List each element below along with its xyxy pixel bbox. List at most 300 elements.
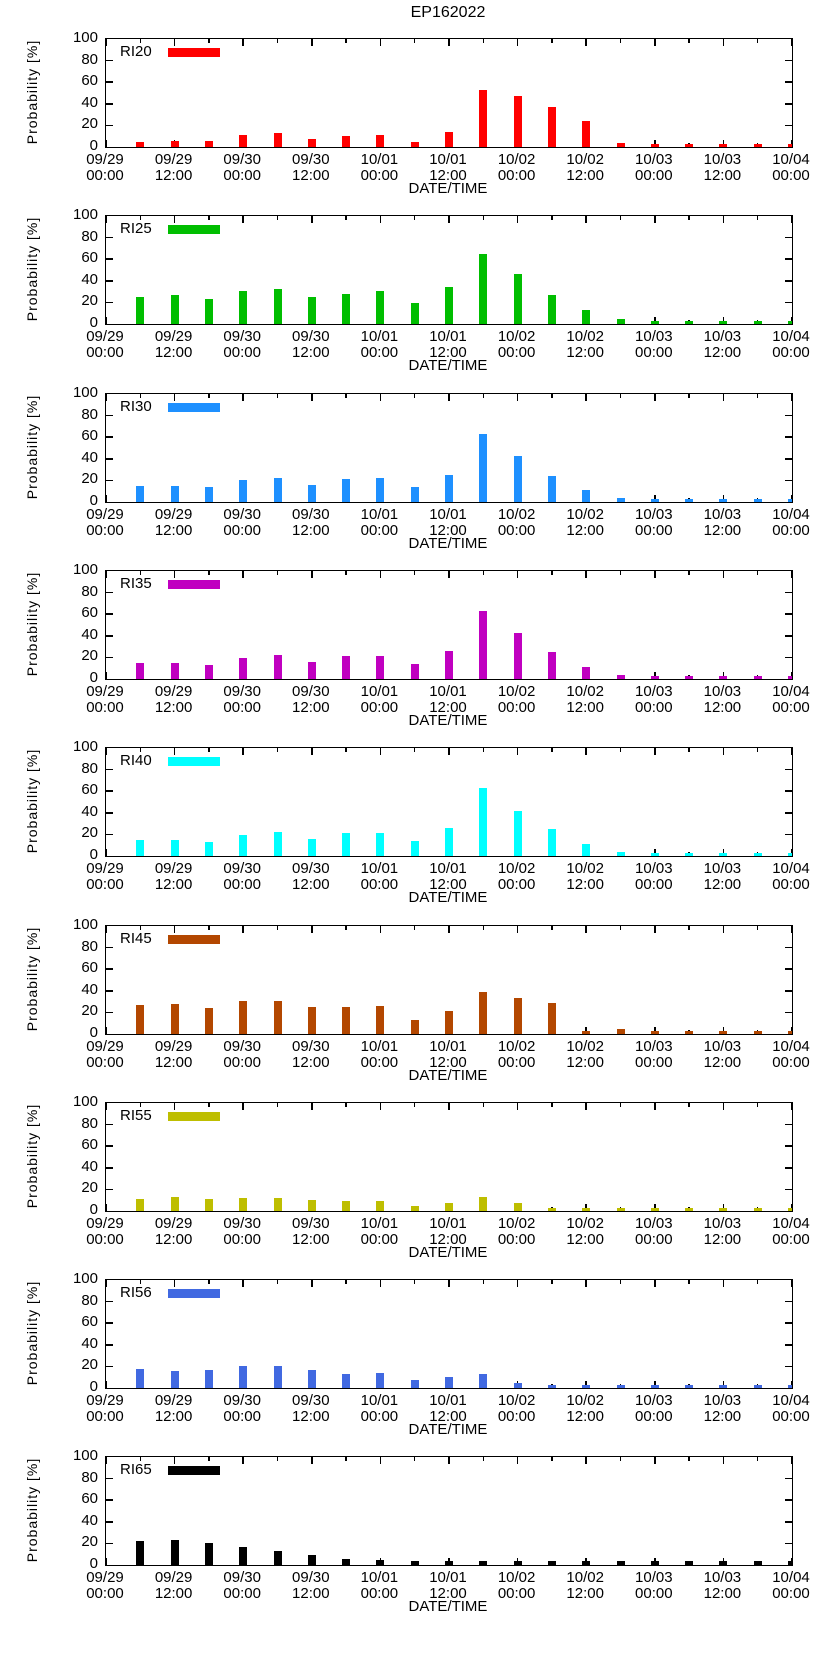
x-tick-time: 00:00 xyxy=(223,522,261,539)
x-tick-date: 10/02 xyxy=(497,860,536,877)
x-tick-mark xyxy=(242,39,244,46)
y-tick-label: 100 xyxy=(72,916,98,933)
x-tick-time: 00:00 xyxy=(86,1585,124,1602)
bar xyxy=(308,297,316,324)
x-tick-time: 12:00 xyxy=(429,1231,467,1248)
x-tick-date: 09/30 xyxy=(223,506,261,523)
x-tick-time: 00:00 xyxy=(635,1408,673,1425)
x-tick-label xyxy=(619,684,689,716)
y-tick-mark xyxy=(785,1301,792,1303)
x-tick-label xyxy=(482,684,552,716)
y-tick-label: 0 xyxy=(89,137,98,154)
x-tick-mark xyxy=(688,216,690,220)
x-tick-mark xyxy=(105,216,107,223)
y-tick-mark xyxy=(785,1543,792,1545)
x-tick-label xyxy=(619,1393,689,1425)
x-tick-mark xyxy=(688,1280,690,1284)
y-tick-label: 40 xyxy=(81,625,98,643)
bar xyxy=(788,1561,793,1565)
x-tick-mark xyxy=(380,1457,382,1464)
x-tick-time: 00:00 xyxy=(772,1231,810,1248)
bar xyxy=(514,633,522,679)
x-tick-date: 09/30 xyxy=(292,1392,330,1409)
x-tick-mark xyxy=(208,1280,210,1284)
bar xyxy=(788,144,793,147)
x-tick-time: 12:00 xyxy=(703,1408,742,1425)
x-tick-mark xyxy=(448,926,450,933)
y-tick-label: 40 xyxy=(81,448,98,466)
bar xyxy=(548,1561,556,1565)
x-tick-label xyxy=(70,861,140,893)
y-tick-mark xyxy=(106,302,113,304)
y-tick-mark xyxy=(785,769,792,771)
x-tick-date: 09/29 xyxy=(86,860,124,877)
bar xyxy=(205,1543,213,1565)
x-tick-time: 12:00 xyxy=(429,1585,467,1602)
x-tick-label xyxy=(70,329,140,361)
bar xyxy=(651,853,659,856)
y-tick-mark xyxy=(785,1344,792,1346)
y-tick-mark xyxy=(106,1366,113,1368)
x-tick-mark xyxy=(105,926,107,933)
y-axis-label: Probability [%] xyxy=(24,1280,40,1386)
x-tick-label xyxy=(344,507,414,539)
plot-area xyxy=(105,393,793,503)
x-tick-date: 10/01 xyxy=(429,151,467,168)
y-tick-mark xyxy=(785,302,792,304)
bar xyxy=(651,499,659,502)
chart-panel xyxy=(0,542,823,729)
y-tick-mark xyxy=(106,834,113,836)
bar xyxy=(582,1208,590,1211)
bar xyxy=(514,1561,522,1565)
y-axis-label: Probability [%] xyxy=(24,394,40,500)
x-tick-date: 09/30 xyxy=(292,1569,330,1586)
x-tick-mark xyxy=(585,926,587,933)
bar xyxy=(136,486,144,502)
x-tick-date: 09/29 xyxy=(86,328,124,345)
x-tick-mark xyxy=(517,394,519,401)
y-tick-label: 80 xyxy=(81,227,98,245)
y-tick-mark xyxy=(106,258,113,260)
legend-label: RI45 xyxy=(120,930,152,947)
bar xyxy=(582,667,590,679)
y-tick-mark xyxy=(785,1366,792,1368)
x-tick-time: 00:00 xyxy=(635,1585,673,1602)
y-tick-mark xyxy=(785,258,792,260)
x-tick-mark xyxy=(105,495,107,502)
x-tick-date: 10/02 xyxy=(497,328,536,345)
bar xyxy=(719,1208,727,1211)
x-tick-time: 12:00 xyxy=(292,1408,330,1425)
bar xyxy=(685,144,693,147)
x-tick-label xyxy=(550,507,620,539)
x-tick-mark xyxy=(174,1457,176,1464)
x-tick-mark xyxy=(483,571,485,575)
x-tick-date: 10/02 xyxy=(566,506,604,523)
x-tick-label xyxy=(207,684,277,716)
x-tick-date: 10/01 xyxy=(360,860,399,877)
bar xyxy=(274,478,282,502)
bar xyxy=(411,303,419,324)
x-tick-mark xyxy=(620,571,622,575)
x-tick-mark xyxy=(105,1381,107,1388)
bar xyxy=(548,1208,556,1211)
x-tick-mark xyxy=(723,394,725,401)
y-tick-label: 60 xyxy=(81,1136,98,1154)
y-axis-label: Probability [%] xyxy=(24,926,40,1032)
x-tick-mark xyxy=(174,571,176,578)
x-tick-mark xyxy=(311,571,313,578)
x-tick-label xyxy=(756,152,823,184)
y-tick-label: 60 xyxy=(81,959,98,977)
y-tick-mark xyxy=(785,81,792,83)
x-tick-time: 12:00 xyxy=(566,167,604,184)
bar xyxy=(479,611,487,679)
x-tick-label xyxy=(70,1039,140,1071)
x-tick-label xyxy=(550,861,620,893)
bar xyxy=(274,655,282,679)
x-axis-label: DATE/TIME xyxy=(408,712,488,729)
x-tick-time: 12:00 xyxy=(566,1408,604,1425)
bar xyxy=(651,144,659,147)
y-tick-mark xyxy=(785,1167,792,1169)
x-tick-date: 09/30 xyxy=(223,860,261,877)
y-tick-mark xyxy=(106,1012,113,1014)
x-tick-time: 12:00 xyxy=(292,344,330,361)
x-tick-time: 12:00 xyxy=(292,876,330,893)
x-tick-label xyxy=(482,861,552,893)
x-tick-label xyxy=(344,861,414,893)
x-tick-time: 00:00 xyxy=(223,876,261,893)
x-tick-mark xyxy=(791,748,793,755)
x-tick-mark xyxy=(483,216,485,220)
x-tick-time: 00:00 xyxy=(86,522,124,539)
x-tick-date: 10/04 xyxy=(772,151,810,168)
x-tick-label xyxy=(139,1393,209,1425)
x-tick-label xyxy=(276,1393,346,1425)
x-tick-date: 10/03 xyxy=(703,328,742,345)
x-tick-mark xyxy=(174,216,176,223)
x-tick-mark xyxy=(723,39,725,46)
bar xyxy=(617,1561,625,1565)
x-tick-date: 10/03 xyxy=(635,683,673,700)
x-tick-date: 10/01 xyxy=(360,683,399,700)
x-tick-label xyxy=(619,1216,689,1248)
x-tick-time: 12:00 xyxy=(566,344,604,361)
y-axis-label: Probability [%] xyxy=(24,39,40,145)
x-tick-label xyxy=(413,329,483,361)
x-tick-mark xyxy=(791,1280,793,1287)
x-tick-mark xyxy=(105,140,107,147)
x-tick-time: 12:00 xyxy=(429,167,467,184)
bar xyxy=(308,139,316,147)
bar xyxy=(136,1369,144,1388)
x-tick-mark xyxy=(140,1457,142,1461)
x-tick-date: 10/02 xyxy=(566,328,604,345)
x-tick-mark xyxy=(551,926,553,930)
x-tick-date: 10/02 xyxy=(497,1215,536,1232)
x-tick-mark xyxy=(208,1457,210,1461)
y-tick-mark xyxy=(785,1322,792,1324)
bar xyxy=(171,295,179,324)
legend-swatch xyxy=(168,403,220,412)
x-tick-time: 12:00 xyxy=(429,522,467,539)
x-tick-mark xyxy=(620,1103,622,1107)
plot-area xyxy=(105,1456,793,1566)
x-tick-mark xyxy=(688,394,690,398)
bar xyxy=(342,136,350,147)
x-tick-time: 00:00 xyxy=(497,1054,536,1071)
x-tick-date: 10/01 xyxy=(360,151,399,168)
bar xyxy=(479,1374,487,1388)
x-tick-label xyxy=(619,507,689,539)
x-tick-mark xyxy=(414,1103,416,1107)
x-tick-mark xyxy=(757,748,759,752)
y-tick-mark xyxy=(106,1478,113,1480)
bar xyxy=(719,1031,727,1034)
y-tick-mark xyxy=(106,1167,113,1169)
y-tick-mark xyxy=(785,436,792,438)
x-tick-mark xyxy=(688,571,690,575)
bar xyxy=(514,811,522,856)
legend-label: RI56 xyxy=(120,1284,152,1301)
x-tick-label xyxy=(550,152,620,184)
y-tick-label: 100 xyxy=(72,206,98,223)
legend-label: RI40 xyxy=(120,752,152,769)
x-tick-time: 00:00 xyxy=(497,699,536,716)
y-tick-mark xyxy=(785,635,792,637)
y-tick-mark xyxy=(106,947,113,949)
x-tick-time: 00:00 xyxy=(360,1408,399,1425)
y-tick-mark xyxy=(785,592,792,594)
bar xyxy=(376,135,384,147)
chart-panel xyxy=(0,365,823,552)
x-tick-mark xyxy=(483,1457,485,1461)
x-tick-label xyxy=(756,329,823,361)
legend-swatch xyxy=(168,580,220,589)
bar xyxy=(274,289,282,324)
bar xyxy=(719,321,727,324)
x-tick-label xyxy=(413,1393,483,1425)
y-tick-mark xyxy=(785,1189,792,1191)
x-tick-mark xyxy=(311,39,313,46)
y-tick-label: 0 xyxy=(89,1201,98,1218)
y-tick-mark xyxy=(785,834,792,836)
x-tick-mark xyxy=(757,926,759,930)
x-tick-date: 10/01 xyxy=(360,1569,399,1586)
y-tick-label: 20 xyxy=(81,292,98,310)
x-tick-label xyxy=(482,329,552,361)
bar xyxy=(514,998,522,1034)
y-tick-mark xyxy=(785,790,792,792)
x-tick-date: 10/01 xyxy=(360,328,399,345)
x-tick-date: 10/01 xyxy=(429,683,467,700)
y-tick-label: 40 xyxy=(81,270,98,288)
y-tick-mark xyxy=(785,1499,792,1501)
x-tick-mark xyxy=(791,39,793,46)
x-tick-label xyxy=(413,1216,483,1248)
y-tick-label: 20 xyxy=(81,824,98,842)
bar xyxy=(239,658,247,679)
x-tick-label xyxy=(413,507,483,539)
bar xyxy=(342,1374,350,1388)
x-tick-label xyxy=(276,1216,346,1248)
x-tick-label xyxy=(619,329,689,361)
x-tick-date: 09/29 xyxy=(86,506,124,523)
x-tick-time: 00:00 xyxy=(635,1054,673,1071)
bar xyxy=(274,133,282,147)
x-tick-mark xyxy=(242,394,244,401)
x-tick-date: 09/29 xyxy=(86,1392,124,1409)
x-tick-mark xyxy=(757,1280,759,1284)
x-tick-mark xyxy=(723,571,725,578)
bar xyxy=(274,1001,282,1034)
x-tick-date: 10/02 xyxy=(497,1392,536,1409)
x-tick-mark xyxy=(585,571,587,578)
x-tick-mark xyxy=(791,216,793,223)
x-tick-time: 00:00 xyxy=(772,167,810,184)
y-tick-label: 40 xyxy=(81,93,98,111)
chart-panel xyxy=(0,897,823,1084)
x-tick-time: 00:00 xyxy=(223,1231,261,1248)
x-tick-mark xyxy=(585,1103,587,1110)
bar xyxy=(308,1007,316,1034)
x-tick-mark xyxy=(620,1457,622,1461)
bar xyxy=(376,1560,384,1565)
x-tick-time: 12:00 xyxy=(154,1585,193,1602)
y-tick-mark xyxy=(785,1478,792,1480)
y-tick-label: 100 xyxy=(72,561,98,578)
x-tick-date: 10/04 xyxy=(772,506,810,523)
bar xyxy=(376,1201,384,1211)
x-tick-mark xyxy=(654,1103,656,1110)
bar xyxy=(171,1004,179,1034)
x-tick-date: 10/01 xyxy=(360,506,399,523)
bar xyxy=(754,144,762,147)
x-tick-mark xyxy=(414,571,416,575)
bar xyxy=(788,1208,793,1211)
y-tick-label: 40 xyxy=(81,1334,98,1352)
x-tick-label xyxy=(482,1216,552,1248)
x-tick-label xyxy=(756,861,823,893)
x-tick-mark xyxy=(620,748,622,752)
chart-panel xyxy=(0,1074,823,1261)
bar xyxy=(136,1541,144,1565)
x-tick-mark xyxy=(585,1457,587,1464)
x-tick-mark xyxy=(791,394,793,401)
x-tick-date: 09/30 xyxy=(292,506,330,523)
x-tick-time: 12:00 xyxy=(429,1054,467,1071)
x-tick-mark xyxy=(345,1103,347,1107)
x-tick-date: 10/02 xyxy=(566,860,604,877)
x-tick-mark xyxy=(380,748,382,755)
x-tick-label xyxy=(207,861,277,893)
x-tick-time: 12:00 xyxy=(703,1585,742,1602)
x-tick-mark xyxy=(688,1457,690,1461)
y-tick-mark xyxy=(106,613,113,615)
bar xyxy=(548,476,556,502)
x-tick-date: 10/02 xyxy=(497,151,536,168)
bar xyxy=(376,1006,384,1034)
y-tick-mark xyxy=(785,990,792,992)
x-tick-mark xyxy=(723,1457,725,1464)
x-tick-mark xyxy=(277,1280,279,1284)
x-tick-label xyxy=(344,1393,414,1425)
x-tick-mark xyxy=(620,1280,622,1284)
y-tick-mark xyxy=(106,968,113,970)
x-tick-label xyxy=(344,152,414,184)
y-tick-label: 20 xyxy=(81,1002,98,1020)
x-tick-date: 10/01 xyxy=(429,506,467,523)
x-tick-time: 12:00 xyxy=(292,167,330,184)
x-tick-mark xyxy=(105,1204,107,1211)
x-tick-label xyxy=(550,1393,620,1425)
x-tick-date: 10/02 xyxy=(497,1569,536,1586)
x-tick-mark xyxy=(105,394,107,401)
bar xyxy=(136,1005,144,1034)
x-tick-date: 10/03 xyxy=(635,1215,673,1232)
bar xyxy=(308,662,316,679)
legend-swatch xyxy=(168,1289,220,1298)
bar xyxy=(205,299,213,324)
x-tick-time: 00:00 xyxy=(86,1054,124,1071)
x-tick-date: 10/02 xyxy=(566,151,604,168)
bar xyxy=(342,1201,350,1211)
bar xyxy=(445,1377,453,1388)
bar xyxy=(719,853,727,856)
x-tick-label xyxy=(70,507,140,539)
y-tick-mark xyxy=(785,947,792,949)
y-tick-mark xyxy=(785,613,792,615)
bar xyxy=(239,480,247,502)
bar xyxy=(651,1385,659,1388)
x-tick-mark xyxy=(654,748,656,755)
x-tick-mark xyxy=(345,926,347,930)
x-tick-time: 00:00 xyxy=(223,167,261,184)
chart-panel xyxy=(0,1428,823,1615)
x-tick-mark xyxy=(380,571,382,578)
x-tick-time: 00:00 xyxy=(360,1585,399,1602)
y-tick-mark xyxy=(106,1301,113,1303)
x-tick-time: 12:00 xyxy=(292,522,330,539)
x-tick-mark xyxy=(105,1280,107,1287)
x-tick-label xyxy=(756,507,823,539)
bar xyxy=(171,663,179,679)
legend-label: RI20 xyxy=(120,43,152,60)
y-tick-label: 60 xyxy=(81,249,98,267)
x-tick-label xyxy=(70,1570,140,1602)
x-tick-time: 00:00 xyxy=(223,1585,261,1602)
bar xyxy=(582,490,590,502)
x-tick-mark xyxy=(414,216,416,220)
legend-label: RI30 xyxy=(120,398,152,415)
x-tick-time: 12:00 xyxy=(429,876,467,893)
bar xyxy=(136,142,144,147)
bar xyxy=(445,1561,453,1565)
y-tick-label: 100 xyxy=(72,1093,98,1110)
y-tick-mark xyxy=(785,1521,792,1523)
x-tick-date: 09/30 xyxy=(292,151,330,168)
x-tick-date: 10/02 xyxy=(566,1569,604,1586)
x-tick-mark xyxy=(791,571,793,578)
legend-swatch xyxy=(168,48,220,57)
x-tick-date: 09/30 xyxy=(292,860,330,877)
x-tick-mark xyxy=(551,1103,553,1107)
y-tick-label: 20 xyxy=(81,470,98,488)
x-tick-time: 12:00 xyxy=(703,1231,742,1248)
x-tick-label xyxy=(276,329,346,361)
